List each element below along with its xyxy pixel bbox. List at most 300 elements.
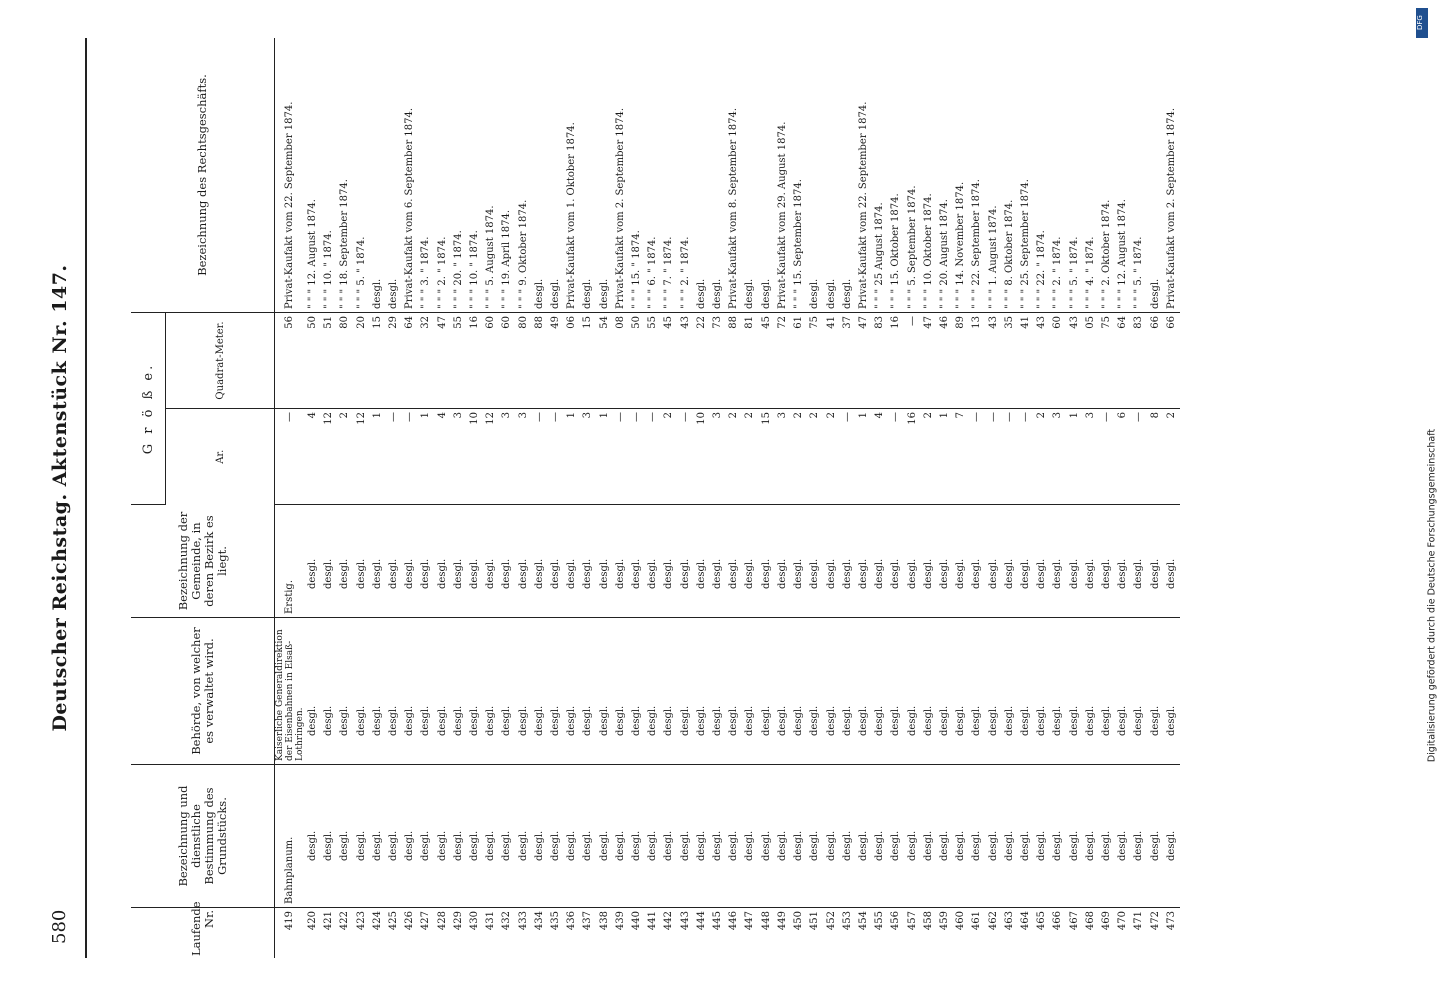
cell-rechtsgeschaeft: Privat-Kaufakt vom 22. September 1874. xyxy=(275,38,306,313)
cell-gemeinde: desgl. xyxy=(710,505,726,618)
cell-behoerde: desgl. xyxy=(840,618,856,765)
dfg-logo: DFG xyxy=(1416,8,1428,38)
cell-gemeinde: desgl. xyxy=(418,505,434,618)
cell-ar: 4 xyxy=(435,409,451,505)
table-row xyxy=(661,38,677,958)
cell-gemeinde: Erstig. xyxy=(275,505,306,618)
cell-bezeichnung: desgl. xyxy=(645,765,661,908)
cell-ar: 3 xyxy=(580,409,596,505)
cell-behoerde: desgl. xyxy=(467,618,483,765)
cell-behoerde: desgl. xyxy=(856,618,872,765)
cell-rechtsgeschaeft: " " " 12. August 1874. xyxy=(1115,38,1131,313)
cell-qm: 51 xyxy=(321,313,337,409)
cell-gemeinde: desgl. xyxy=(678,505,694,618)
cell-bezeichnung: desgl. xyxy=(1099,765,1115,908)
cell-rechtsgeschaeft: desgl. xyxy=(807,38,823,313)
table-row xyxy=(775,38,791,958)
cell-qm: 20 xyxy=(354,313,370,409)
cell-nr: 468 xyxy=(1084,911,1096,931)
cell-behoerde: Kaiserliche Generaldirektion der Eisenbahnen in Elsaß-Lothringen. xyxy=(275,618,306,765)
cell-bezeichnung: desgl. xyxy=(726,765,742,908)
cell-rechtsgeschaeft: " " " 5. " 1874. xyxy=(1067,38,1083,313)
cell-behoerde: desgl. xyxy=(499,618,515,765)
cell-behoerde: desgl. xyxy=(921,618,937,765)
table-row xyxy=(742,38,758,958)
cell-bezeichnung: desgl. xyxy=(986,765,1002,908)
cell-ar: 10 xyxy=(694,409,710,505)
cell-behoerde: desgl. xyxy=(564,618,580,765)
cell-qm: 16 xyxy=(888,313,904,409)
cell-nr: 449 xyxy=(776,911,788,931)
cell-gemeinde: desgl. xyxy=(1148,505,1164,618)
cell-rechtsgeschaeft: " " " 9. Oktober 1874. xyxy=(516,38,532,313)
table-row xyxy=(1083,38,1099,958)
table-row xyxy=(386,38,402,958)
cell-gemeinde: desgl. xyxy=(402,505,418,618)
table-row xyxy=(467,38,483,958)
cell-rechtsgeschaeft: desgl. xyxy=(532,38,548,313)
cell-behoerde: desgl. xyxy=(1083,618,1099,765)
cell-qm: 88 xyxy=(726,313,742,409)
rotated-page-content xyxy=(41,38,1381,958)
cell-rechtsgeschaeft: desgl. xyxy=(386,38,402,313)
cell-rechtsgeschaeft: Privat-Kaufakt vom 29. August 1874. xyxy=(775,38,791,313)
cell-bezeichnung: desgl. xyxy=(354,765,370,908)
cell-gemeinde: desgl. xyxy=(1083,505,1099,618)
cell-bezeichnung: desgl. xyxy=(451,765,467,908)
cell-nr: 420 xyxy=(307,911,318,931)
cell-bezeichnung: desgl. xyxy=(1018,765,1034,908)
cell-rechtsgeschaeft: " " " 5. " 1874. xyxy=(354,38,370,313)
cell-nr: 438 xyxy=(598,911,610,931)
cell-qm: 47 xyxy=(921,313,937,409)
cell-bezeichnung: desgl. xyxy=(499,765,515,908)
cell-rechtsgeschaeft: " " " 20. " 1874. xyxy=(451,38,467,313)
cell-nr: 470 xyxy=(1117,911,1129,931)
table-row xyxy=(1148,38,1164,958)
table-row xyxy=(1018,38,1034,958)
cell-gemeinde: desgl. xyxy=(986,505,1002,618)
cell-qm: 88 xyxy=(532,313,548,409)
cell-ar: 1 xyxy=(564,409,580,505)
cell-ar: 10 xyxy=(467,409,483,505)
cell-rechtsgeschaeft: " " " 6. " 1874. xyxy=(645,38,661,313)
cell-bezeichnung: desgl. xyxy=(678,765,694,908)
table-row xyxy=(451,38,467,958)
cell-qm: 60 xyxy=(499,313,515,409)
cell-rechtsgeschaeft: " " " 25. September 1874. xyxy=(1018,38,1034,313)
cell-bezeichnung: desgl. xyxy=(467,765,483,908)
table-row xyxy=(1034,38,1050,958)
cell-behoerde: desgl. xyxy=(305,618,321,765)
cell-nr: 471 xyxy=(1133,911,1145,931)
cell-qm: 73 xyxy=(710,313,726,409)
cell-ar: 1 xyxy=(937,409,953,505)
cell-qm: 16 xyxy=(467,313,483,409)
cell-rechtsgeschaeft: " " " 5. August 1874. xyxy=(483,38,499,313)
cell-qm: 75 xyxy=(807,313,823,409)
cell-nr: 444 xyxy=(695,911,707,931)
cell-qm: 81 xyxy=(742,313,758,409)
cell-nr: 422 xyxy=(339,911,351,931)
cell-gemeinde: desgl. xyxy=(354,505,370,618)
cell-nr: 453 xyxy=(841,911,853,931)
cell-behoerde: desgl. xyxy=(1099,618,1115,765)
cell-bezeichnung: desgl. xyxy=(435,765,451,908)
cell-nr: 424 xyxy=(371,911,383,931)
table-row xyxy=(1115,38,1131,958)
cell-bezeichnung: desgl. xyxy=(1148,765,1164,908)
cell-ar: — xyxy=(840,409,856,505)
table-row xyxy=(888,38,904,958)
cell-ar: 2 xyxy=(1164,409,1180,505)
cell-ar: 3 xyxy=(1050,409,1066,505)
cell-gemeinde: desgl. xyxy=(791,505,807,618)
cell-ar: 3 xyxy=(451,409,467,505)
table-row xyxy=(921,38,937,958)
cell-nr: 473 xyxy=(1165,911,1177,931)
table-row xyxy=(759,38,775,958)
cell-nr: 440 xyxy=(631,911,643,931)
cell-behoerde: desgl. xyxy=(905,618,921,765)
cell-gemeinde: desgl. xyxy=(905,505,921,618)
cell-nr: 423 xyxy=(355,911,367,931)
cell-gemeinde: desgl. xyxy=(775,505,791,618)
cell-ar: — xyxy=(1131,409,1147,505)
cell-gemeinde: desgl. xyxy=(759,505,775,618)
cell-ar: 3 xyxy=(710,409,726,505)
col-header-rechtsgeschaeft: Bezeichnung des Rechtsgeschäfts. xyxy=(131,38,275,313)
cell-ar: — xyxy=(386,409,402,505)
cell-behoerde: desgl. xyxy=(532,618,548,765)
cell-nr: 429 xyxy=(452,911,464,931)
cell-ar: 15 xyxy=(759,409,775,505)
cell-behoerde: desgl. xyxy=(953,618,969,765)
cell-qm: 43 xyxy=(678,313,694,409)
table-row xyxy=(597,38,613,958)
cell-behoerde: desgl. xyxy=(1018,618,1034,765)
cell-qm: 75 xyxy=(1099,313,1115,409)
cell-behoerde: desgl. xyxy=(1050,618,1066,765)
cell-behoerde: desgl. xyxy=(710,618,726,765)
cell-rechtsgeschaeft: Privat-Kaufakt vom 8. September 1874. xyxy=(726,38,742,313)
cell-ar: — xyxy=(275,409,306,505)
cell-qm: 32 xyxy=(418,313,434,409)
cell-behoerde: desgl. xyxy=(645,618,661,765)
cell-bezeichnung: desgl. xyxy=(791,765,807,908)
cell-bezeichnung: desgl. xyxy=(337,765,353,908)
cell-nr: 445 xyxy=(712,911,724,931)
cell-gemeinde: desgl. xyxy=(1099,505,1115,618)
cell-gemeinde: desgl. xyxy=(321,505,337,618)
cell-gemeinde: desgl. xyxy=(516,505,532,618)
cell-gemeinde: desgl. xyxy=(629,505,645,618)
cell-ar: — xyxy=(548,409,564,505)
table-row xyxy=(354,38,370,958)
cell-qm: 37 xyxy=(840,313,856,409)
table-row xyxy=(986,38,1002,958)
cell-gemeinde: desgl. xyxy=(937,505,953,618)
cell-rechtsgeschaeft: " " " 10. " 1874. xyxy=(321,38,337,313)
cell-nr: 465 xyxy=(1036,911,1048,931)
cell-behoerde: desgl. xyxy=(337,618,353,765)
cell-qm: 72 xyxy=(775,313,791,409)
cell-qm: 66 xyxy=(1164,313,1180,409)
cell-qm: 64 xyxy=(1115,313,1131,409)
cell-nr: 467 xyxy=(1068,911,1080,931)
cell-qm: 35 xyxy=(1002,313,1018,409)
cell-ar: — xyxy=(986,409,1002,505)
table-row xyxy=(418,38,434,958)
cell-qm: 55 xyxy=(645,313,661,409)
cell-behoerde: desgl. xyxy=(1067,618,1083,765)
cell-bezeichnung: desgl. xyxy=(321,765,337,908)
cell-behoerde: desgl. xyxy=(775,618,791,765)
cell-nr: 466 xyxy=(1052,911,1064,931)
cell-ar: 3 xyxy=(499,409,515,505)
cell-behoerde: desgl. xyxy=(694,618,710,765)
cell-rechtsgeschaeft: " " " 18. September 1874. xyxy=(337,38,353,313)
cell-rechtsgeschaeft: " " " 7. " 1874. xyxy=(661,38,677,313)
cell-behoerde: desgl. xyxy=(1148,618,1164,765)
cell-rechtsgeschaeft: desgl. xyxy=(370,38,386,313)
cell-rechtsgeschaeft: " " " 25 August 1874. xyxy=(872,38,888,313)
cell-gemeinde: desgl. xyxy=(1067,505,1083,618)
cell-qm: 29 xyxy=(386,313,402,409)
cell-bezeichnung: desgl. xyxy=(418,765,434,908)
cell-nr: 441 xyxy=(647,911,659,931)
cell-behoerde: desgl. xyxy=(937,618,953,765)
cell-nr: 430 xyxy=(469,911,481,931)
table-row xyxy=(337,38,353,958)
cell-qm: 54 xyxy=(597,313,613,409)
cell-bezeichnung: desgl. xyxy=(597,765,613,908)
cell-rechtsgeschaeft: desgl. xyxy=(1148,38,1164,313)
cell-behoerde: desgl. xyxy=(969,618,985,765)
cell-behoerde: desgl. xyxy=(516,618,532,765)
cell-qm: 05 xyxy=(1083,313,1099,409)
cell-gemeinde: desgl. xyxy=(807,505,823,618)
cell-nr: 463 xyxy=(1003,911,1015,931)
cell-nr: 434 xyxy=(533,911,545,931)
cell-gemeinde: desgl. xyxy=(483,505,499,618)
cell-gemeinde: desgl. xyxy=(532,505,548,618)
cell-qm: 15 xyxy=(580,313,596,409)
cell-ar: — xyxy=(613,409,629,505)
cell-nr: 458 xyxy=(922,911,934,931)
cell-ar: 6 xyxy=(1115,409,1131,505)
cell-gemeinde: desgl. xyxy=(435,505,451,618)
cell-gemeinde: desgl. xyxy=(969,505,985,618)
table-row xyxy=(824,38,840,958)
cell-ar: 7 xyxy=(953,409,969,505)
cell-nr: 469 xyxy=(1100,911,1112,931)
cell-nr: 446 xyxy=(728,911,740,931)
cell-rechtsgeschaeft: " " " 8. Oktober 1874. xyxy=(1002,38,1018,313)
cell-gemeinde: desgl. xyxy=(1050,505,1066,618)
cell-qm: 43 xyxy=(1034,313,1050,409)
cell-behoerde: desgl. xyxy=(483,618,499,765)
cell-rechtsgeschaeft: " " " 2. " 1874. xyxy=(1050,38,1066,313)
cell-bezeichnung: desgl. xyxy=(905,765,921,908)
cell-nr: 425 xyxy=(388,911,400,931)
table-row xyxy=(791,38,807,958)
cell-qm: 66 xyxy=(1148,313,1164,409)
table-row xyxy=(678,38,694,958)
cell-bezeichnung: desgl. xyxy=(548,765,564,908)
cell-rechtsgeschaeft: " " " 3. " 1874. xyxy=(418,38,434,313)
cell-behoerde: desgl. xyxy=(759,618,775,765)
cell-behoerde: desgl. xyxy=(1131,618,1147,765)
cell-behoerde: desgl. xyxy=(451,618,467,765)
table-row xyxy=(969,38,985,958)
cell-qm: 64 xyxy=(402,313,418,409)
table-row xyxy=(953,38,969,958)
cell-behoerde: desgl. xyxy=(824,618,840,765)
cell-qm: 41 xyxy=(1018,313,1034,409)
cell-ar: 2 xyxy=(726,409,742,505)
cell-bezeichnung: desgl. xyxy=(1002,765,1018,908)
cell-rechtsgeschaeft: " " " 10. " 1874. xyxy=(467,38,483,313)
cell-bezeichnung: desgl. xyxy=(888,765,904,908)
cell-bezeichnung: desgl. xyxy=(661,765,677,908)
table-body xyxy=(275,38,1180,958)
cell-bezeichnung: desgl. xyxy=(1131,765,1147,908)
cell-bezeichnung: desgl. xyxy=(824,765,840,908)
table-row xyxy=(548,38,564,958)
cell-gemeinde: desgl. xyxy=(613,505,629,618)
cell-nr: 437 xyxy=(582,911,594,931)
cell-rechtsgeschaeft: desgl. xyxy=(742,38,758,313)
cell-behoerde: desgl. xyxy=(791,618,807,765)
cell-ar: — xyxy=(402,409,418,505)
cell-gemeinde: desgl. xyxy=(1018,505,1034,618)
cell-behoerde: desgl. xyxy=(597,618,613,765)
cell-behoerde: desgl. xyxy=(435,618,451,765)
cell-qm: 49 xyxy=(548,313,564,409)
cell-bezeichnung: desgl. xyxy=(516,765,532,908)
cell-bezeichnung: desgl. xyxy=(937,765,953,908)
cell-nr: 432 xyxy=(501,911,513,931)
cell-qm: 50 xyxy=(629,313,645,409)
running-title: Deutscher Reichstag. Aktenstück Nr. 147. xyxy=(49,264,71,732)
cell-bezeichnung: desgl. xyxy=(580,765,596,908)
digitization-sidebar xyxy=(1412,0,1438,1000)
cell-bezeichnung: desgl. xyxy=(1115,765,1131,908)
cell-behoerde: desgl. xyxy=(1002,618,1018,765)
table-row xyxy=(856,38,872,958)
cell-rechtsgeschaeft: Privat-Kaufakt vom 22. September 1874. xyxy=(856,38,872,313)
cell-qm: 45 xyxy=(759,313,775,409)
cell-bezeichnung: desgl. xyxy=(532,765,548,908)
cell-rechtsgeschaeft: Privat-Kaufakt vom 6. September 1874. xyxy=(402,38,418,313)
cell-ar: 4 xyxy=(872,409,888,505)
table-row xyxy=(483,38,499,958)
cell-nr: 421 xyxy=(323,911,335,931)
cell-behoerde: desgl. xyxy=(888,618,904,765)
cell-gemeinde: desgl. xyxy=(564,505,580,618)
cell-rechtsgeschaeft: " " " 15. " 1874. xyxy=(629,38,645,313)
cell-rechtsgeschaeft: " " " 5. " 1874. xyxy=(1131,38,1147,313)
cell-gemeinde: desgl. xyxy=(888,505,904,618)
cell-behoerde: desgl. xyxy=(402,618,418,765)
cell-gemeinde: desgl. xyxy=(694,505,710,618)
cell-ar: 1 xyxy=(418,409,434,505)
cell-gemeinde: desgl. xyxy=(840,505,856,618)
cell-bezeichnung: desgl. xyxy=(807,765,823,908)
cell-bezeichnung: desgl. xyxy=(856,765,872,908)
table-row xyxy=(564,38,580,958)
col-header-nr: Laufende Nr. xyxy=(131,908,275,959)
cell-nr: 451 xyxy=(809,911,821,931)
cell-rechtsgeschaeft: desgl. xyxy=(840,38,856,313)
cell-bezeichnung: desgl. xyxy=(305,765,321,908)
cell-bezeichnung: desgl. xyxy=(1050,765,1066,908)
cell-nr: 436 xyxy=(566,911,578,931)
cell-qm: 83 xyxy=(872,313,888,409)
col-header-bezeichnung: Bezeichnung und dienstliche Bestimmung des Grundstücks. xyxy=(131,765,275,908)
cell-behoerde: desgl. xyxy=(1115,618,1131,765)
cell-rechtsgeschaeft: desgl. xyxy=(710,38,726,313)
cell-nr: 464 xyxy=(1019,911,1031,931)
col-header-behoerde: Behörde, von welcher es verwaltet wird. xyxy=(131,618,275,765)
cell-nr: 472 xyxy=(1149,911,1161,931)
cell-rechtsgeschaeft: " " " 12. August 1874. xyxy=(305,38,321,313)
cell-ar: 12 xyxy=(483,409,499,505)
table-header-row xyxy=(131,38,166,958)
cell-bezeichnung: desgl. xyxy=(629,765,645,908)
page-number: 580 xyxy=(49,909,70,944)
cell-behoerde: desgl. xyxy=(661,618,677,765)
cell-rechtsgeschaeft: desgl. xyxy=(548,38,564,313)
cell-rechtsgeschaeft: desgl. xyxy=(580,38,596,313)
cell-qm: 55 xyxy=(451,313,467,409)
cell-rechtsgeschaeft: " " " 15. Oktober 1874. xyxy=(888,38,904,313)
cell-ar: 2 xyxy=(824,409,840,505)
cell-behoerde: desgl. xyxy=(742,618,758,765)
cell-gemeinde: desgl. xyxy=(726,505,742,618)
cell-rechtsgeschaeft: " " " 1. August 1874. xyxy=(986,38,1002,313)
cell-rechtsgeschaeft: " " " 2. " 1874. xyxy=(678,38,694,313)
cell-bezeichnung: desgl. xyxy=(759,765,775,908)
cell-behoerde: desgl. xyxy=(629,618,645,765)
table-row xyxy=(321,38,337,958)
cell-gemeinde: desgl. xyxy=(451,505,467,618)
table-row xyxy=(370,38,386,958)
cell-gemeinde: desgl. xyxy=(386,505,402,618)
cell-ar: — xyxy=(1018,409,1034,505)
cell-qm: 83 xyxy=(1131,313,1147,409)
cell-qm: 56 xyxy=(275,313,306,409)
cell-rechtsgeschaeft: desgl. xyxy=(824,38,840,313)
cell-bezeichnung: desgl. xyxy=(1083,765,1099,908)
cell-gemeinde: desgl. xyxy=(1034,505,1050,618)
table-row xyxy=(807,38,823,958)
cell-bezeichnung: desgl. xyxy=(840,765,856,908)
cell-rechtsgeschaeft: " " " 22. " 1874. xyxy=(1034,38,1050,313)
cell-ar: 12 xyxy=(354,409,370,505)
col-header-groesse: G r ö ß e. xyxy=(131,313,166,505)
table-row xyxy=(435,38,451,958)
cell-qm: 22 xyxy=(694,313,710,409)
cell-rechtsgeschaeft: " " " 4. " 1874. xyxy=(1083,38,1099,313)
cell-ar: 4 xyxy=(305,409,321,505)
cell-rechtsgeschaeft: Privat-Kaufakt vom 2. September 1874. xyxy=(613,38,629,313)
cell-rechtsgeschaeft: desgl. xyxy=(759,38,775,313)
cell-gemeinde: desgl. xyxy=(370,505,386,618)
cell-bezeichnung: desgl. xyxy=(969,765,985,908)
table-row xyxy=(1002,38,1018,958)
